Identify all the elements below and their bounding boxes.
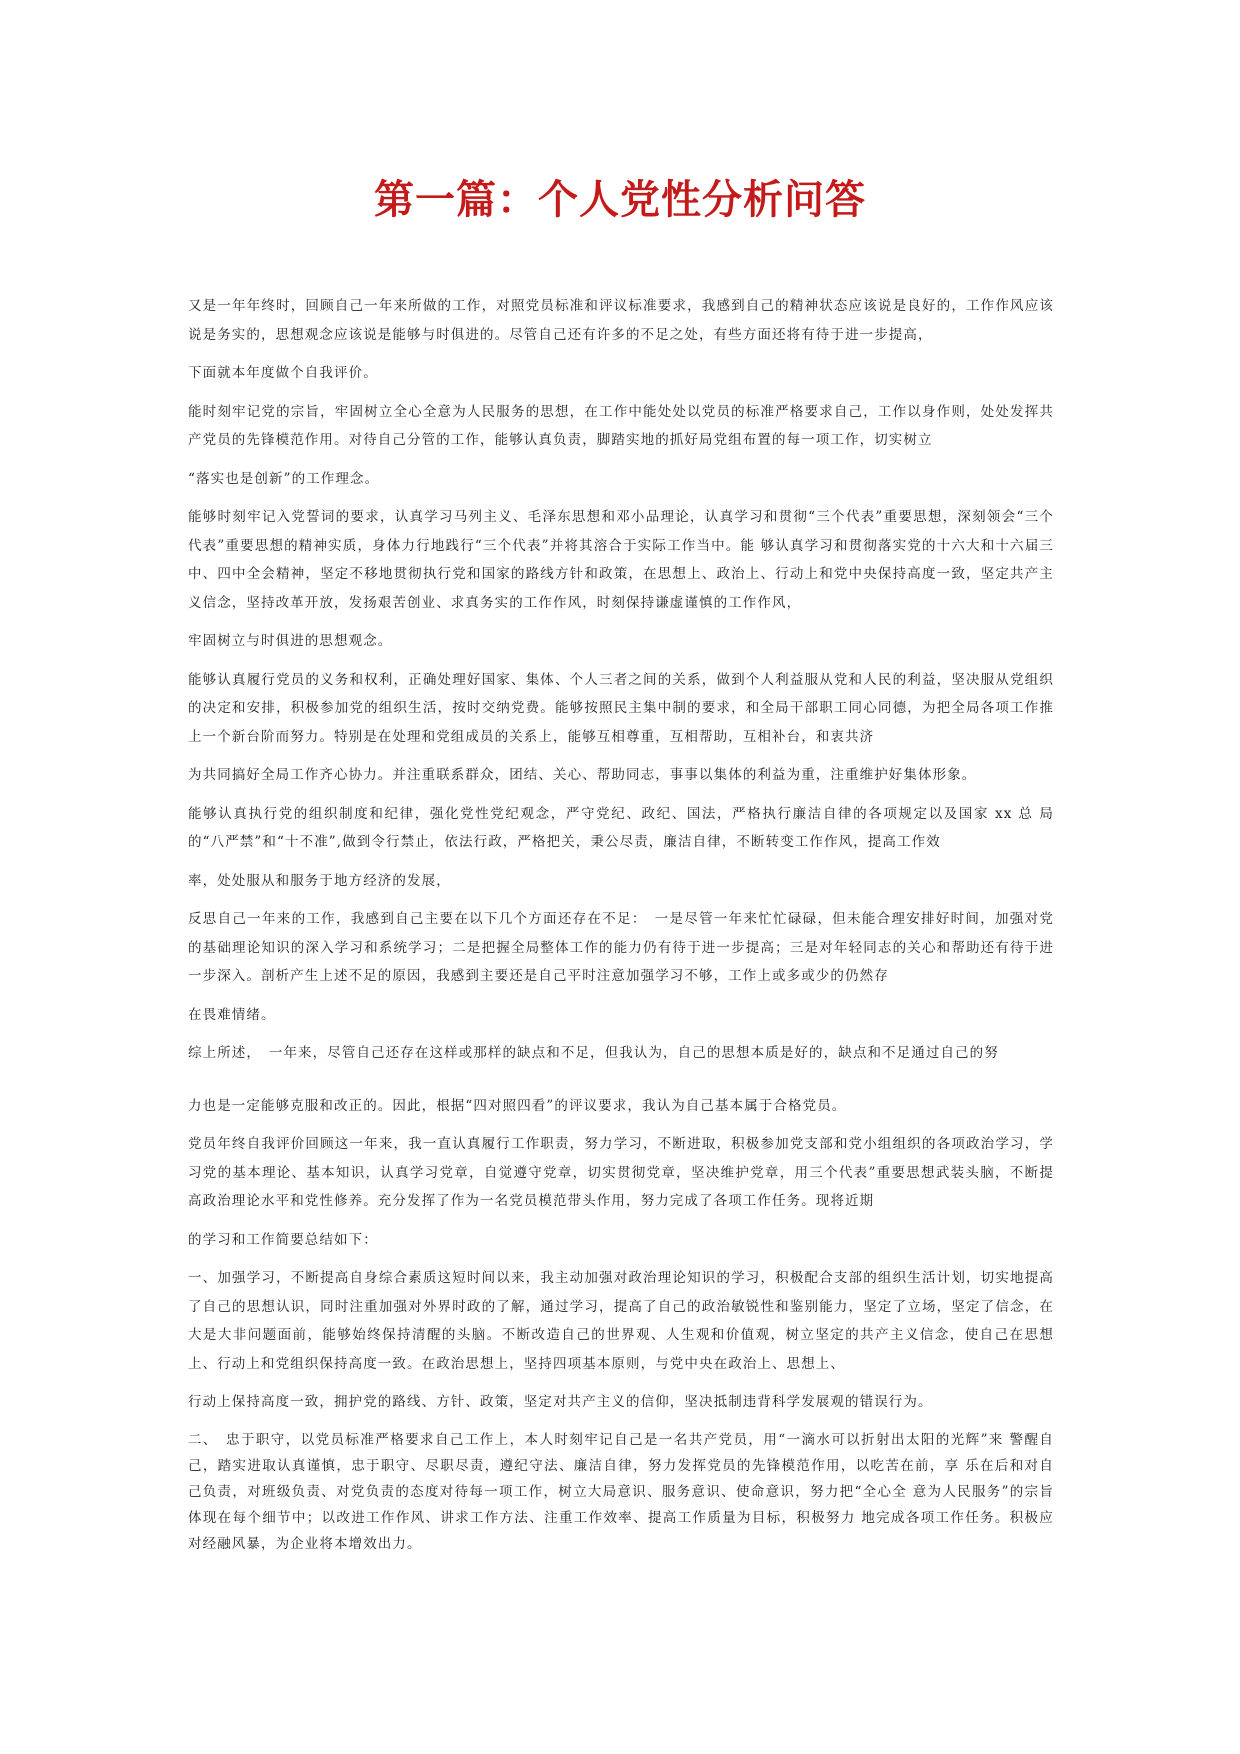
paragraph-10: 率，处处服从和服务于地方经济的发展， bbox=[188, 872, 451, 889]
paragraph-5: 能够时刻牢记入党誓词的要求，认真学习马列主义、毛泽东思想和邓小品理论，认真学习和贯彻“三个代表”重要思想，深刻领会“三个代表”重要思想的精神实质，身体力行地践行“三个代表”并将其溶合于实际工作当中。能 够认真学习和贯彻落实党的十六大和十六届三中、四中全会精神，坚定不移地贯彻执行党和国家的路线方针和政策，在思想上、政治上、行动上和党中央保持高度一致，坚定共产主义信念，坚持改革开放，发扬艰苦创业、求真务实的工作作风，时刻保持谦虚谨慎的工作作风， bbox=[188, 509, 1054, 611]
paragraph-11: 反思自己一年来的工作，我感到自己主要在以下几个方面还存在不足： 一是尽管一年来忙忙碌碌，但未能合理安排好时间，加强对党的基础理论知识的深入学习和系统学习；二是把握全局整体工作的能力仍有待于进一步提高；三是对年轻同志的关心和帮助还有待于进一步深入。剖析产生上述不足的原因，我感到主要还是自己平时注意加强学习不够，工作上或多或少的仍然存 bbox=[188, 911, 1054, 984]
paragraph-2: 下面就本年度做个自我评价。 bbox=[188, 365, 378, 381]
paragraph-18: 行动上保持高度一致，拥护党的路线、方针、政策，坚定对共产主义的信仰，坚决抵制违背科学发展观的错误行为。 bbox=[188, 1394, 933, 1410]
paragraph-13: 综上所述， 一年来，尽管自己还存在这样或那样的缺点和不足，但我认为，自己的思想本质是好的，缺点和不足通过自己的努 bbox=[188, 1045, 999, 1061]
paragraph-17: 一、加强学习，不断提高自身综合素质这短时间以来，我主动加强对政治理论知识的学习，积极配合支部的组织生活计划，切实地提高了自己的思想认识，同时注重加强对外界时政的了解，通过学习，提高了自己的政治敏锐性和鉴别能力，坚定了立场，坚定了信念，在大是大非问题面前，能够始终保持清醒的头脑。不断改造自己的世界观、人生观和价值观，树立坚定的共产主义信念，使自己在思想上、行动上和党组织保持高度一致。在政治思想上，坚持四项基本原则，与党中央在政治上、思想上、 bbox=[188, 1270, 1054, 1372]
paragraph-3: 能时刻牢记党的宗旨，牢固树立全心全意为人民服务的思想，在工作中能处处以党员的标准严格要求自己，工作以身作则，处处发挥共产党员的先锋模范作用。对待自己分管的工作，能够认真负责，脚踏实地的抓好局党组布置的每一项工作，切实树立 bbox=[188, 403, 1054, 448]
document-body bbox=[188, 292, 1054, 1557]
paragraph-12: 在畏难情绪。 bbox=[188, 1006, 276, 1023]
paragraph-4: “落实也是创新”的工作理念。 bbox=[188, 470, 380, 487]
paragraph-8: 为共同搞好全局工作齐心协力。并注重联系群众，团结、关心、帮助同志，事事以集体的利益为重，注重维护好集体形象。 bbox=[188, 767, 977, 783]
paragraph-16: 的学习和工作简要总结如下： bbox=[188, 1231, 378, 1248]
paragraph-19: 二、 忠于职守，以党员标准严格要求自己工作上，本人时刻牢记自己是一名共产党员，用“一滴水可以折射出太阳的光辉”来 警醒自己，踏实进取认真谨慎，忠于职守、尽职尽责，遵纪守法、廉洁自律，努力发挥党员的先锋模范作用，以吃苦在前，享 乐在后和对自己负责，对班级负责、对党负责的态度对待每一项工作，树立大局意识、服务意识、使命意识，努力把“全心全 意为人民服务”的宗旨体现在每个细节中；以改进工作作风、讲求工作方法、注重工作效率、提高工作质量为目标，积极努力 地完成各项工作任务。积极应对经融风暴，为企业将本增效出力。 bbox=[188, 1431, 1054, 1552]
document-title: 第一篇：个人党性分析问答 bbox=[374, 176, 866, 223]
paragraph-6: 牢固树立与时俱进的思想观念。 bbox=[188, 633, 393, 649]
paragraph-7: 能够认真履行党员的义务和权利，正确处理好国家、集体、个人三者之间的关系，做到个人利益服从党和人民的利益，坚决服从党组织的决定和安排，积极参加党的组织生活，按时交纳党费。能够按照民主集中制的要求，和全局干部职工同心同德，为把全局各项工作推上一个新台阶而努力。特别是在处理和党组成员的关系上，能够互相尊重，互相帮助，互相补台，和衷共济 bbox=[188, 671, 1054, 745]
paragraph-9: 能够认真执行党的组织制度和纪律，强化党性党纪观念，严守党纪、政纪、国法，严格执行廉洁自律的各项规定以及国家 xx 总 局的“八严禁”和“十不准”,做到令行禁止，依法行政，严格把关，秉公尽责，廉洁自律，不断转变工作作风，提高工作效 bbox=[188, 805, 1054, 850]
paragraph-14: 力也是一定能够克服和改正的。因此，根据“四对照四看”的评议要求，我认为自己基本属于合格党员。 bbox=[188, 1097, 847, 1114]
paragraph-15: 党员年终自我评价回顾这一年来，我一直认真履行工作职责，努力学习，不断进取，积极参加党支部和党小组组织的各项政治学习，学习党的基本理论、基本知识，认真学习党章，自觉遵守党章，切实贯彻党章，坚决维护党章，用三个代表”重要思想武装头脑，不断提高政治理论水平和党性修养。充分发挥了作为一名党员模范带头作用，努力完成了各项工作任务。现将近期 bbox=[188, 1136, 1054, 1209]
paragraph-1: 又是一年年终时，回顾自己一年来所做的工作，对照党员标准和评议标准要求，我感到自己的精神状态应该说是良好的，工作作风应该说是务实的，思想观念应该说是能够与时俱进的。尽管自己还有许多的不足之处，有些方面还将有待于进一步提高， bbox=[188, 298, 1054, 343]
